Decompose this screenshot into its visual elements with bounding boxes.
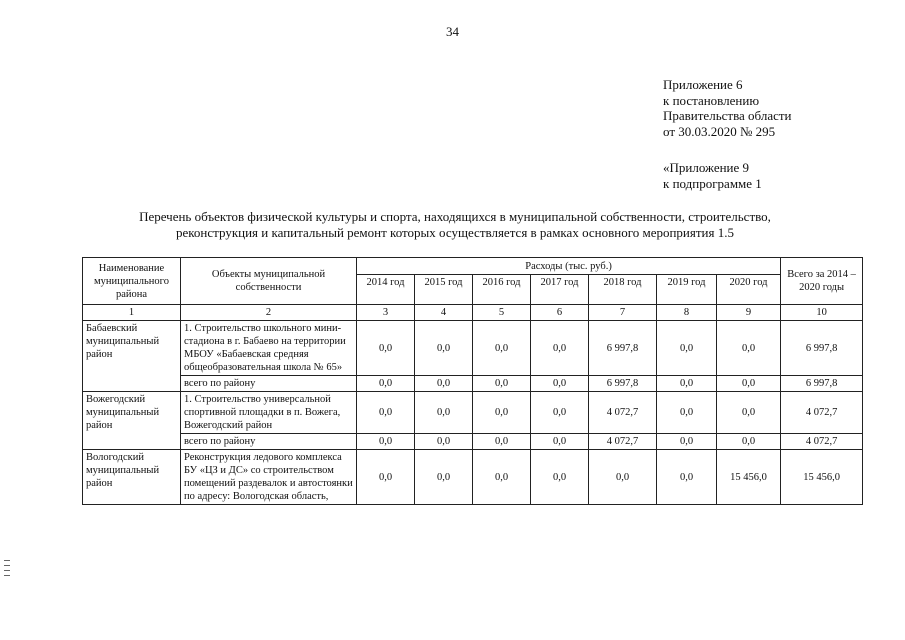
document-title <box>85 209 825 241</box>
value-cell: 0,0 <box>415 434 473 450</box>
title-line: Перечень объектов физической культуры и спорта, находящихся в муниципальной собственности, строительство, <box>139 209 771 224</box>
appendix-line: к постановлению <box>663 92 760 108</box>
value-cell: 0,0 <box>473 434 531 450</box>
value-cell: 0,0 <box>531 392 589 434</box>
title-line: реконструкция и капитальный ремонт которых осуществляется в рамках основного мероприятия 1.5 <box>176 225 734 240</box>
column-number: 7 <box>589 305 657 321</box>
header-expenses: Расходы (тыс. руб.) <box>357 258 781 275</box>
value-cell: 6 997,8 <box>589 376 657 392</box>
page-number: 34 <box>446 24 459 39</box>
column-number: 1 <box>83 305 181 321</box>
subtotal-label: всего по району <box>181 434 357 450</box>
value-cell: 0,0 <box>357 450 415 505</box>
value-cell: 0,0 <box>357 321 415 376</box>
total-cell: 4 072,7 <box>781 434 863 450</box>
value-cell: 0,0 <box>473 392 531 434</box>
subtotal-label: всего по району <box>181 376 357 392</box>
value-cell: 6 997,8 <box>589 321 657 376</box>
value-cell: 0,0 <box>657 321 717 376</box>
value-cell: 0,0 <box>717 321 781 376</box>
header-year: 2016 год <box>473 275 531 305</box>
margin-mark <box>4 560 10 561</box>
value-cell: 0,0 <box>717 392 781 434</box>
table-row <box>83 450 863 505</box>
column-number: 5 <box>473 305 531 321</box>
value-cell: 0,0 <box>531 434 589 450</box>
column-number: 6 <box>531 305 589 321</box>
object-name: Реконструкция ледового комплекса БУ «ЦЗ и ДС» со строительством помещений раздевалок и автостоянки по адресу: Вологодская область, <box>181 450 357 505</box>
value-cell: 0,0 <box>357 392 415 434</box>
total-cell: 15 456,0 <box>781 450 863 505</box>
header-objects: Объекты муниципальной собственности <box>181 258 357 305</box>
header-total: Всего за 2014 – 2020 годы <box>781 258 863 305</box>
value-cell: 0,0 <box>415 392 473 434</box>
expenses-table <box>82 257 863 505</box>
value-cell: 0,0 <box>657 434 717 450</box>
column-number-row <box>83 305 863 321</box>
value-cell: 0,0 <box>531 376 589 392</box>
value-cell: 15 456,0 <box>717 450 781 505</box>
value-cell: 0,0 <box>357 434 415 450</box>
appendix-line: от 30.03.2020 № 295 <box>663 123 776 139</box>
margin-mark <box>4 570 10 571</box>
value-cell: 0,0 <box>717 434 781 450</box>
header-year: 2014 год <box>357 275 415 305</box>
value-cell: 0,0 <box>657 450 717 505</box>
scan-margin-marks <box>4 560 10 580</box>
district-name: Вожегодский муниципальный район <box>83 392 181 450</box>
total-cell: 6 997,8 <box>781 376 863 392</box>
appendix-line: к подпрограмме 1 <box>663 176 762 191</box>
appendix-header <box>663 77 792 139</box>
margin-mark <box>4 575 10 576</box>
value-cell: 0,0 <box>473 321 531 376</box>
object-name: 1. Строительство школьного мини-стадиона в г. Бабаево на территории МБОУ «Бабаевская средняя общеобразовательная школа № 65» <box>181 321 357 376</box>
table-row <box>83 321 863 376</box>
appendix-line: Приложение 6 <box>663 77 743 92</box>
header-year: 2018 год <box>589 275 657 305</box>
object-name: 1. Строительство универсальной спортивной площадки в п. Вожега, Вожегодский район <box>181 392 357 434</box>
column-number: 9 <box>717 305 781 321</box>
total-cell: 4 072,7 <box>781 392 863 434</box>
value-cell: 0,0 <box>415 450 473 505</box>
value-cell: 0,0 <box>415 376 473 392</box>
value-cell: 0,0 <box>415 321 473 376</box>
column-number: 10 <box>781 305 863 321</box>
value-cell: 0,0 <box>357 376 415 392</box>
value-cell: 4 072,7 <box>589 434 657 450</box>
value-cell: 0,0 <box>531 321 589 376</box>
header-year: 2017 год <box>531 275 589 305</box>
column-number: 8 <box>657 305 717 321</box>
subtotal-row <box>83 376 863 392</box>
column-number: 3 <box>357 305 415 321</box>
margin-mark <box>4 565 10 566</box>
appendix-line: «Приложение 9 <box>663 160 750 175</box>
appendix-reference <box>663 160 762 192</box>
table-row <box>83 392 863 434</box>
value-cell: 0,0 <box>531 450 589 505</box>
column-number: 2 <box>181 305 357 321</box>
value-cell: 0,0 <box>657 392 717 434</box>
subtotal-row <box>83 434 863 450</box>
value-cell: 0,0 <box>589 450 657 505</box>
value-cell: 0,0 <box>473 450 531 505</box>
district-name: Бабаевский муниципальный район <box>83 321 181 392</box>
value-cell: 0,0 <box>657 376 717 392</box>
value-cell: 4 072,7 <box>589 392 657 434</box>
value-cell: 0,0 <box>473 376 531 392</box>
column-number: 4 <box>415 305 473 321</box>
header-year: 2015 год <box>415 275 473 305</box>
total-cell: 6 997,8 <box>781 321 863 376</box>
header-district: Наименование муниципального района <box>83 258 181 305</box>
district-name: Вологодский муниципальный район <box>83 450 181 505</box>
value-cell: 0,0 <box>717 376 781 392</box>
appendix-line: Правительства области <box>663 108 792 123</box>
header-year: 2019 год <box>657 275 717 305</box>
header-year: 2020 год <box>717 275 781 305</box>
